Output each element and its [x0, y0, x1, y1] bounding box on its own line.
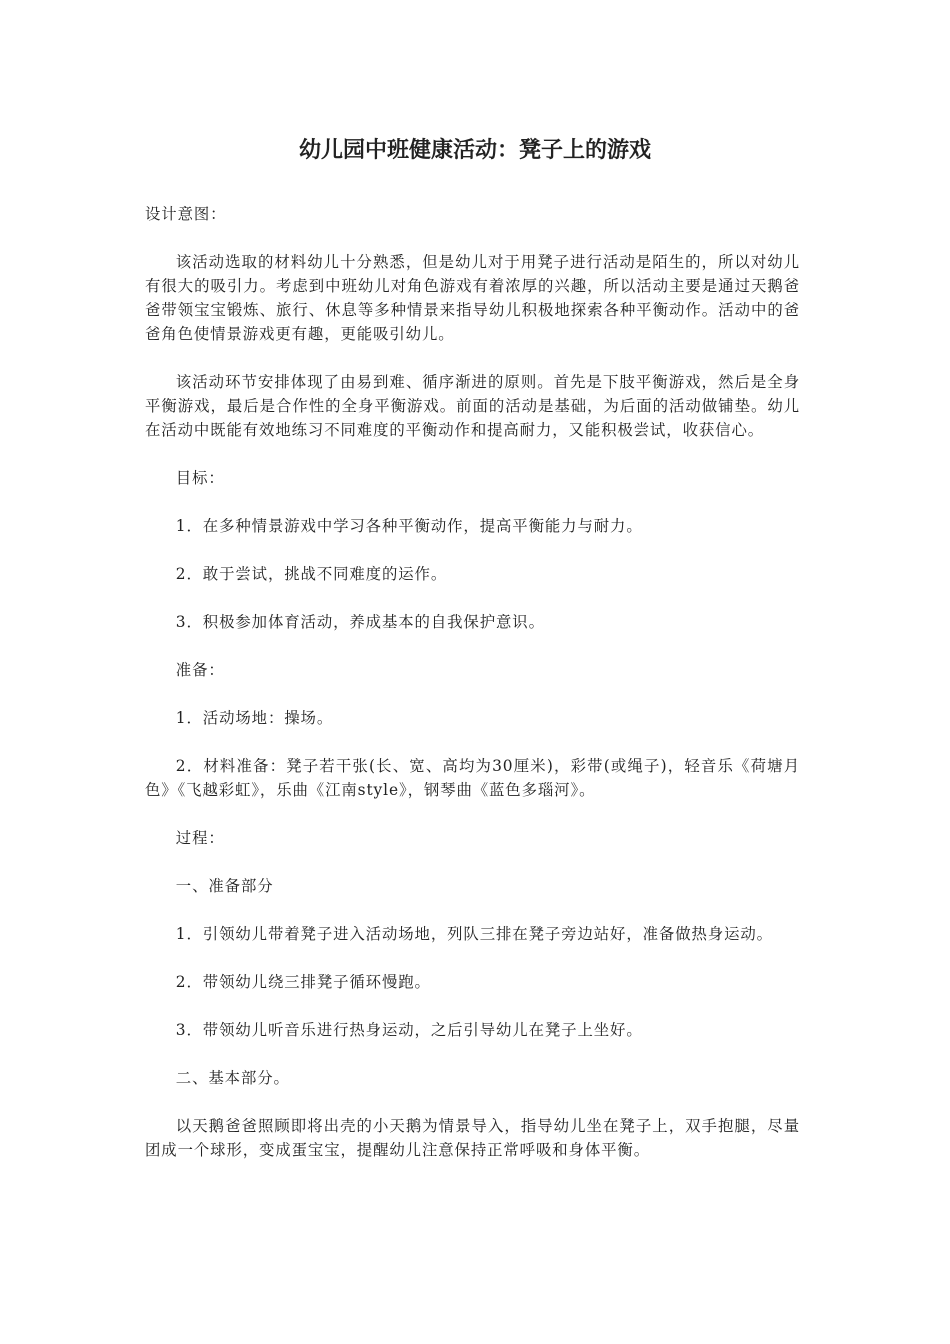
paragraph-design-intent-1: 该活动选取的材料幼儿十分熟悉，但是幼儿对于用凳子进行活动是陌生的，所以对幼儿有很大的吸引力。考虑到中班幼儿对角色游戏有着浓厚的兴趣，所以活动主要是通过天鹅爸爸带领宝宝锻炼、旅行、休息等多种情景来指导幼儿积极地探索各种平衡动作。活动中的爸爸角色使情景游戏更有趣，更能吸引幼儿。 [145, 253, 800, 343]
paragraph-part-one-2: 2．带领幼儿绕三排凳子循环慢跑。 [175, 973, 431, 991]
paragraph-design-intent-2: 该活动环节安排体现了由易到难、循序渐进的原则。首先是下肢平衡游戏，然后是全身平衡游戏，最后是合作性的全身平衡游戏。前面的活动是基础，为后面的活动做铺垫。幼儿在活动中既能有效地练习不同难度的平衡动作和提高耐力，又能积极尝试，收获信心。 [145, 373, 800, 439]
paragraph-goals-heading: 目标： [175, 469, 225, 487]
paragraph-preparation-1: 1．活动场地：操场。 [175, 709, 334, 727]
document-title: 幼儿园中班健康活动：凳子上的游戏 [298, 138, 651, 163]
paragraph-part-one-1: 1．引领幼儿带着凳子进入活动场地，列队三排在凳子旁边站好，准备做热身运动。 [175, 925, 773, 943]
paragraph-goal-2: 2．敢于尝试，挑战不同难度的运作。 [175, 565, 448, 583]
paragraph-design-intent-heading: 设计意图： [145, 205, 227, 223]
paragraph-process-heading: 过程： [175, 829, 225, 847]
document-body [145, 202, 800, 1186]
paragraph-preparation-heading: 准备： [175, 661, 225, 679]
paragraph-part-one-3: 3．带领幼儿听音乐进行热身运动，之后引导幼儿在凳子上坐好。 [175, 1021, 643, 1039]
paragraph-part-one-heading: 一、准备部分 [175, 877, 274, 895]
paragraph-part-two-1: 以天鹅爸爸照顾即将出壳的小天鹅为情景导入，指导幼儿坐在凳子上，双手抱腿，尽量团成一个球形，变成蛋宝宝，提醒幼儿注意保持正常呼吸和身体平衡。 [145, 1117, 800, 1159]
paragraph-preparation-2: 2．材料准备：凳子若干张(长、宽、高均为30厘米)，彩带(或绳子)，轻音乐《荷塘月色》《飞越彩虹》，乐曲《江南style》，钢琴曲《蓝色多瑙河》。 [145, 757, 800, 799]
paragraph-goal-1: 1．在多种情景游戏中学习各种平衡动作，提高平衡能力与耐力。 [175, 517, 643, 535]
paragraph-goal-3: 3．积极参加体育活动，养成基本的自我保护意识。 [175, 613, 545, 631]
paragraph-part-two-heading: 二、基本部分。 [175, 1069, 290, 1087]
